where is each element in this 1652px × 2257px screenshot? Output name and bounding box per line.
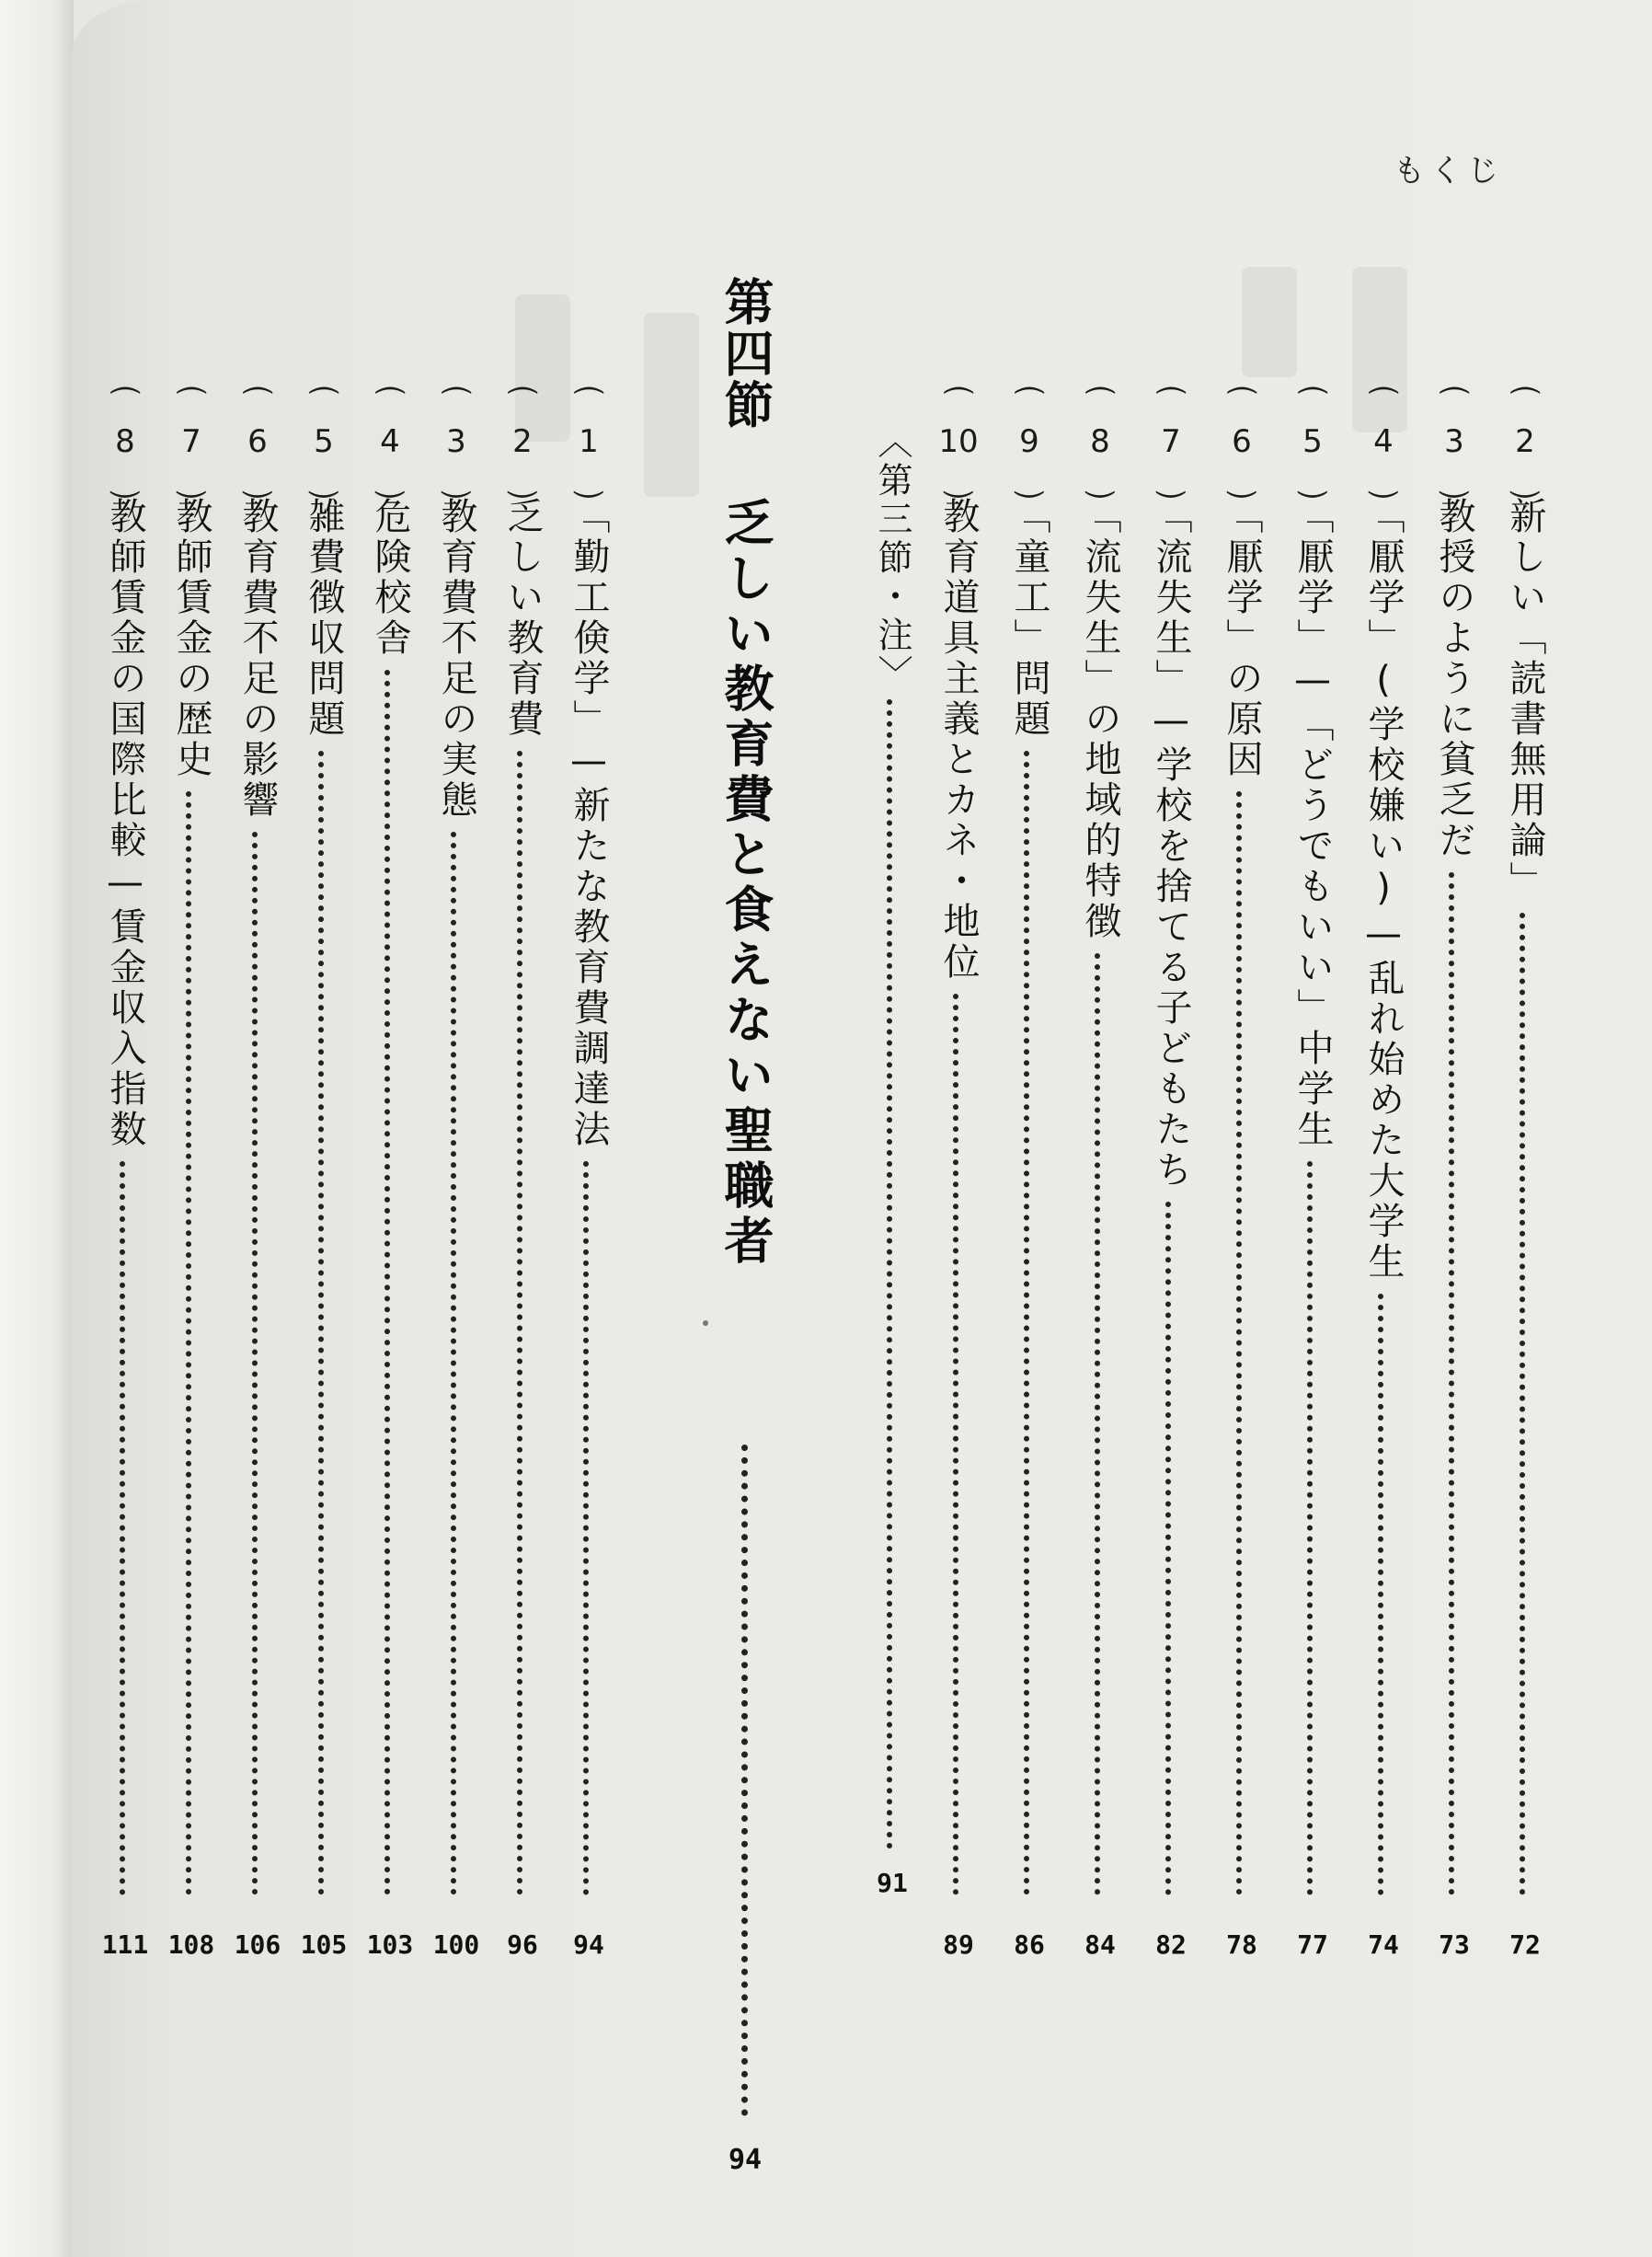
entry-number (429, 386, 484, 497)
page-number: 105 (300, 1929, 348, 1960)
entry-number-value: 7 (181, 423, 201, 460)
note-title: 〈第三節・注〉 (872, 423, 912, 694)
toc-entry[interactable] (1143, 386, 1199, 1960)
paren-open: ⏜ (1509, 386, 1541, 423)
page-number: 78 (1226, 1929, 1257, 1960)
leader-dots (451, 832, 462, 1895)
leader-dots (741, 1445, 753, 2116)
page-number: 77 (1297, 1929, 1328, 1960)
entry-title: 「流失生」—学校を捨てる子どもたち (1150, 497, 1192, 1191)
entry-number (931, 386, 986, 497)
paren-open: ⏜ (176, 386, 207, 423)
page-number: 103 (366, 1929, 414, 1960)
page-number: 82 (1155, 1929, 1187, 1960)
toc-entry[interactable] (98, 386, 153, 1960)
entry-number (1002, 386, 1057, 497)
entry-number-value: 7 (1161, 423, 1181, 460)
entry-title: 乏しい教育費 (501, 497, 544, 740)
toc-entry[interactable] (1214, 386, 1269, 1960)
paren-close: ⏝ (1368, 460, 1399, 497)
leader-dots (1024, 751, 1035, 1895)
entry-number-value: 6 (1232, 423, 1252, 460)
page-number: 100 (432, 1929, 480, 1960)
entry-title: 教授のように貧乏だ (1433, 497, 1475, 861)
paren-open: ⏜ (1226, 386, 1257, 423)
entry-number-value: 3 (446, 423, 466, 460)
paren-open: ⏜ (1155, 386, 1187, 423)
entry-title: 新しい「読書無用論」 (1504, 497, 1546, 902)
paren-open: ⏜ (573, 386, 604, 423)
paren-close: ⏝ (1439, 460, 1470, 497)
page-number: 73 (1439, 1929, 1470, 1960)
leader-dots (318, 751, 329, 1895)
entry-number (1073, 386, 1128, 497)
leader-dots (120, 1161, 131, 1895)
entry-number-value: 4 (380, 423, 400, 460)
entry-title: 「勤工倹学」—新たな教育費調達法 (568, 497, 610, 1150)
entry-number (495, 386, 550, 497)
leader-dots (1378, 1294, 1389, 1895)
entry-title: 危険校舎 (369, 497, 411, 659)
section-four-heading (708, 276, 782, 2227)
entry-number-value: 1 (579, 423, 599, 460)
entry-title: 教育費不足の影響 (236, 497, 279, 821)
leader-dots (1236, 791, 1247, 1895)
entry-number (1143, 386, 1199, 497)
entry-number (1356, 386, 1411, 497)
paren-open: ⏜ (308, 386, 339, 423)
paren-open: ⏜ (1368, 386, 1399, 423)
page-number: 94 (573, 1929, 604, 1960)
toc-entry[interactable] (1002, 386, 1057, 1960)
paren-close: ⏝ (1509, 460, 1541, 497)
paren-close: ⏝ (1297, 460, 1328, 497)
entry-number (230, 386, 285, 497)
toc-entry[interactable] (429, 386, 484, 1960)
paren-open: ⏜ (242, 386, 273, 423)
paren-close: ⏝ (308, 460, 339, 497)
entry-title: 「流失生」の地域的特徴 (1079, 497, 1121, 942)
show-through-mark (644, 313, 699, 497)
leader-dots (252, 832, 263, 1895)
entry-number (1214, 386, 1269, 497)
page-number: 74 (1368, 1929, 1399, 1960)
entry-number (1497, 386, 1553, 497)
entry-title: 雑費徴収問題 (303, 497, 345, 740)
entry-number-value: 5 (314, 423, 334, 460)
paren-close: ⏝ (109, 460, 141, 497)
paren-open: ⏜ (441, 386, 472, 423)
toc-entry[interactable] (230, 386, 285, 1960)
entry-number-value: 8 (1090, 423, 1110, 460)
entry-number-value: 2 (512, 423, 533, 460)
leader-dots (1095, 953, 1106, 1895)
paren-close: ⏝ (176, 460, 207, 497)
paren-open: ⏜ (109, 386, 141, 423)
paren-open: ⏜ (1297, 386, 1328, 423)
toc-entry[interactable] (561, 386, 616, 1960)
paren-close: ⏝ (242, 460, 273, 497)
page-number: 84 (1084, 1929, 1116, 1960)
entry-title: 「童工」問題 (1008, 497, 1050, 740)
paren-close: ⏝ (374, 460, 406, 497)
page-number: 94 (728, 2144, 763, 2176)
paren-close: ⏝ (1226, 460, 1257, 497)
leader-dots (186, 791, 197, 1895)
toc-entry[interactable] (362, 386, 418, 1960)
page-number: 89 (943, 1929, 974, 1960)
paren-open: ⏜ (1084, 386, 1116, 423)
paren-open: ⏜ (943, 386, 974, 423)
paren-open: ⏜ (1439, 386, 1470, 423)
page-number: 72 (1509, 1929, 1541, 1960)
entry-title: 「厭学」の原因 (1221, 497, 1263, 780)
toc-entry[interactable] (1356, 386, 1411, 1960)
entry-number-value: 8 (115, 423, 135, 460)
toc-entry[interactable] (495, 386, 550, 1960)
entry-number-value: 9 (1019, 423, 1039, 460)
paren-close: ⏝ (507, 460, 538, 497)
leader-dots (1307, 1161, 1318, 1895)
entry-number (296, 386, 351, 497)
section-title: 乏しい教育費と食えない聖職者 (717, 497, 774, 1270)
section-label: 第四節 (717, 276, 774, 431)
toc-entry[interactable] (1497, 386, 1553, 1960)
entry-number-value: 6 (247, 423, 268, 460)
page-number: 91 (877, 1868, 908, 1898)
entry-number-value: 5 (1302, 423, 1323, 460)
show-through-mark (1242, 267, 1297, 377)
entry-number-value: 4 (1373, 423, 1394, 460)
paren-open: ⏜ (1014, 386, 1045, 423)
toc-entry[interactable] (164, 386, 219, 1960)
toc-entry[interactable] (296, 386, 351, 1960)
left-page-edge (0, 0, 74, 2257)
entry-number-value: 2 (1515, 423, 1535, 460)
entry-title: 「厭学」(学校嫌い)—乱れ始めた大学生 (1362, 497, 1405, 1283)
leader-dots (1165, 1202, 1176, 1895)
leader-dots (953, 994, 964, 1895)
section-three-note (865, 405, 920, 1914)
entry-number (1285, 386, 1340, 497)
leader-dots (384, 670, 396, 1895)
leader-dots (583, 1161, 594, 1895)
entry-number (164, 386, 219, 497)
paren-close: ⏝ (943, 460, 974, 497)
toc-entry[interactable] (1073, 386, 1128, 1960)
page-number: 111 (101, 1929, 149, 1960)
page-number: 106 (234, 1929, 281, 1960)
paren-close: ⏝ (573, 460, 604, 497)
leader-dots (517, 751, 528, 1895)
leader-dots (1520, 913, 1531, 1895)
paren-open: ⏜ (374, 386, 406, 423)
entry-title: 教師賃金の歴史 (170, 497, 212, 780)
running-head: もくじ (1394, 153, 1504, 190)
page-number: 108 (167, 1929, 215, 1960)
entry-title: 「厭学」—「どうでもいい」中学生 (1291, 497, 1334, 1150)
toc-entry[interactable] (931, 386, 986, 1960)
entry-number-value: 3 (1444, 423, 1464, 460)
toc-entry[interactable] (1427, 386, 1482, 1960)
entry-number (1427, 386, 1482, 497)
paren-close: ⏝ (1084, 460, 1116, 497)
entry-number (362, 386, 418, 497)
entry-title: 教師賃金の国際比較—賃金収入指数 (104, 497, 146, 1150)
paren-close: ⏝ (1014, 460, 1045, 497)
page-number: 86 (1014, 1929, 1045, 1960)
toc-entry[interactable] (1285, 386, 1340, 1960)
paren-open: ⏜ (507, 386, 538, 423)
entry-title: 教育費不足の実態 (435, 497, 477, 821)
leader-dots (1449, 872, 1460, 1895)
entry-title: 教育道具主義とカネ・地位 (937, 497, 980, 983)
entry-number-value: 10 (938, 423, 979, 460)
page-number: 96 (507, 1929, 538, 1960)
paren-close: ⏝ (1155, 460, 1187, 497)
entry-number (561, 386, 616, 497)
leader-dots (887, 699, 898, 1849)
entry-number (98, 386, 153, 497)
paren-close: ⏝ (441, 460, 472, 497)
